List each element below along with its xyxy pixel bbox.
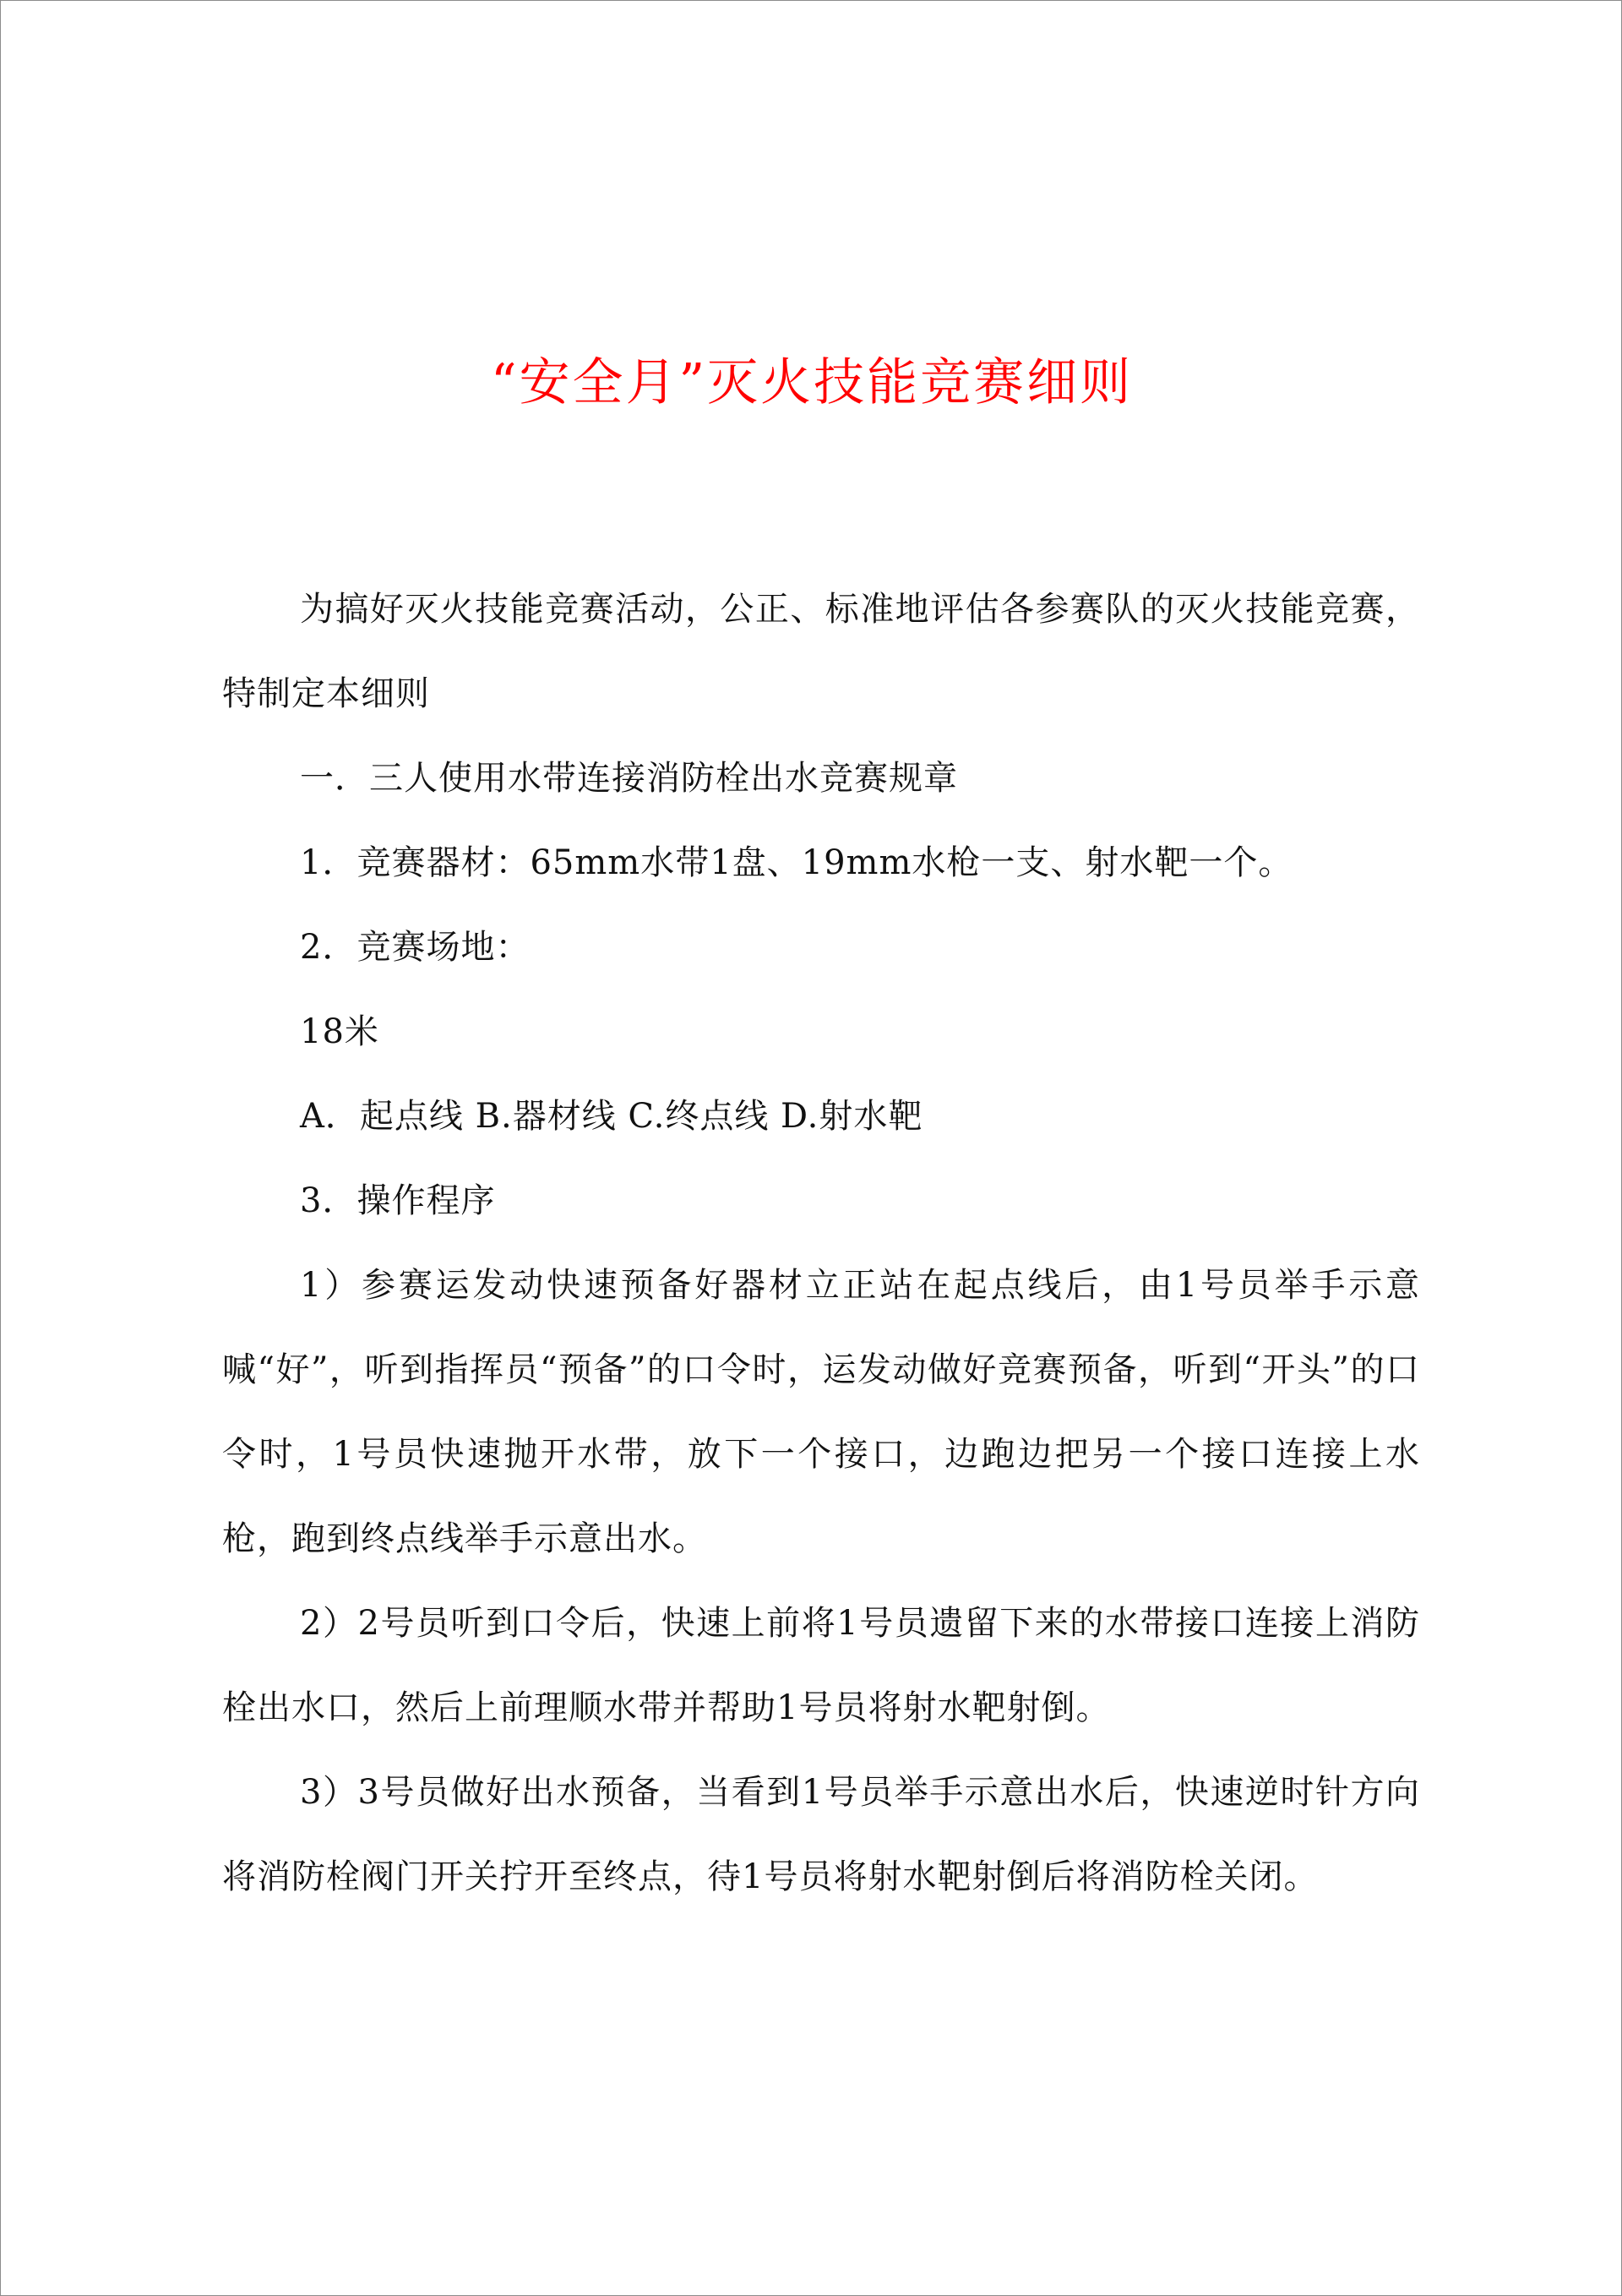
procedure-step-2: 2）2号员听到口令后，快速上前将1号员遗留下来的水带接口连接上消防栓出水口，然后上前理顺水带并帮助1号员将射水靶射倒。 xyxy=(222,1604,1420,1727)
distance-label: 18米 xyxy=(300,1012,379,1051)
intro-paragraph: 为搞好灭火技能竞赛活动，公正、标准地评估各参赛队的灭火技能竞赛，特制定本细则 xyxy=(222,590,1420,713)
procedure-heading: 3．操作程序 xyxy=(300,1181,496,1220)
venue-item: 2．竞赛场地： xyxy=(300,928,531,967)
procedure-step-1: 1）参赛运发动快速预备好器材立正站在起点线后，由1号员举手示意喊“好”，听到指挥员“预备”的口令时，运发动做好竞赛预备，听到“开头”的口令时，1号员快速抛开水带，放下一个接口，边跑边把另一个接口连接上水枪，跑到终点线举手示意出水。 xyxy=(222,1266,1420,1558)
document-body xyxy=(222,567,1420,1919)
document-title: “安全月”灭火技能竞赛细则 xyxy=(490,353,1134,412)
section-heading: 一．三人使用水带连接消防栓出水竞赛规章 xyxy=(300,759,958,798)
line-legend: A．起点线 B.器材线 C.终点线 D.射水靶 xyxy=(300,1097,923,1136)
equipment-item: 1．竞赛器材：65mm水带1盘、19mm水枪一支、射水靶一个。 xyxy=(300,843,1293,882)
procedure-step-3: 3）3号员做好出水预备，当看到1号员举手示意出水后，快速逆时针方向将消防栓阀门开关拧开至终点，待1号员将射水靶射倒后将消防栓关闭。 xyxy=(222,1773,1420,1896)
